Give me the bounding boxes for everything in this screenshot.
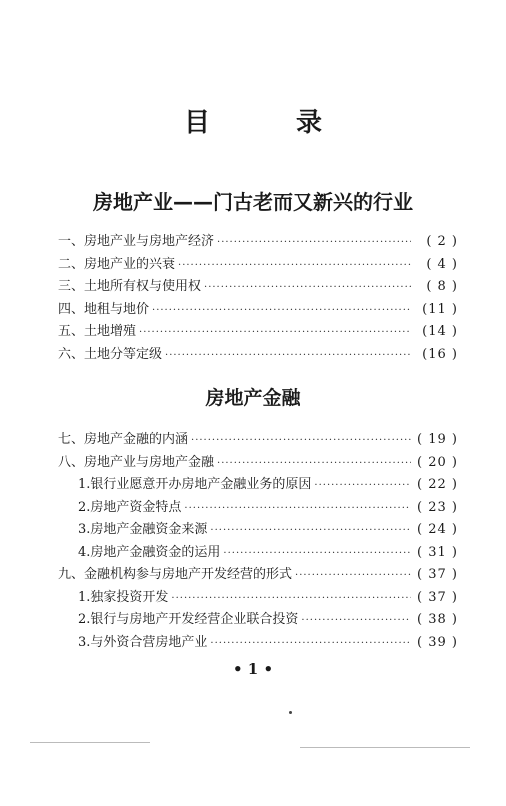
toc-entry-page: ( 19 ) [417, 432, 458, 447]
toc-entry-label: 1.银行业愿意开办房地产金融业务的原因 [78, 477, 312, 492]
toc-entry-page: ( 37 ) [417, 589, 458, 605]
toc-entry-label: 七、房地产金融的内涵 [58, 432, 189, 447]
toc-entry-label: 三、土地所有权与使用权 [58, 279, 202, 294]
toc-entry-label: 四、地租与地价 [58, 301, 150, 317]
toc-entry[interactable] [58, 428, 458, 451]
toc-entry-label: 一、房地产业与房地产经济 [58, 234, 215, 249]
toc-list-section-1 [58, 230, 458, 365]
leader-dots [184, 504, 411, 514]
page-title: 目 录 [183, 108, 352, 138]
toc-entry-page: ( 23 ) [417, 499, 458, 515]
toc-entry-label: 4.房地产金融资金的运用 [78, 544, 221, 560]
toc-subentry[interactable] [58, 631, 458, 654]
leader-dots [217, 459, 411, 469]
toc-entry-page: ( 39 ) [417, 634, 458, 650]
toc-entry-label: 2.银行与房地产开发经营企业联合投资 [78, 612, 299, 627]
toc-entry-page: (14 ) [422, 324, 458, 339]
toc-entry-page: ( 31 ) [417, 544, 458, 560]
leader-dots [139, 328, 411, 338]
leader-dots [178, 261, 411, 271]
toc-entry-page: (16 ) [422, 346, 458, 362]
scan-edge-line [300, 747, 470, 748]
toc-entry-label: 二、房地产业的兴衰 [58, 256, 176, 272]
toc-entry-page: (11 ) [422, 301, 458, 317]
toc-subentry[interactable] [58, 473, 458, 496]
leader-dots [171, 594, 411, 604]
toc-entry[interactable] [58, 275, 458, 298]
toc-entry-page: ( 37 ) [417, 567, 458, 582]
page-number: • 1 • [232, 660, 274, 678]
section-heading-real-estate-finance: 房地产金融 [205, 387, 301, 409]
toc-entry[interactable] [58, 343, 458, 366]
toc-entry[interactable] [58, 298, 458, 321]
scan-speck [289, 711, 292, 714]
leader-dots [223, 549, 411, 559]
toc-entry-label: 六、土地分等定级 [58, 346, 163, 362]
toc-entry[interactable] [58, 320, 458, 343]
toc-entry-page: ( 22 ) [417, 477, 458, 492]
toc-entry-page: ( 8 ) [426, 279, 458, 294]
leader-dots [191, 436, 411, 446]
toc-entry-label: 1.独家投资开发 [78, 589, 169, 605]
toc-entry-label: 3.与外资合营房地产业 [78, 634, 208, 650]
leader-dots [152, 306, 411, 316]
scan-edge-line [30, 742, 150, 743]
toc-entry-label: 3.房地产金融资金来源 [78, 522, 208, 537]
toc-subentry[interactable] [58, 586, 458, 609]
toc-entry-label: 八、房地产业与房地产金融 [58, 454, 215, 470]
toc-entry[interactable] [58, 563, 458, 586]
leader-dots [314, 481, 411, 491]
leader-dots [165, 351, 411, 361]
toc-subentry[interactable] [58, 518, 458, 541]
toc-entry[interactable] [58, 230, 458, 253]
section-heading-real-estate: 房地产业——门古老而又新兴的行业 [93, 190, 413, 214]
toc-entry-page: ( 38 ) [417, 612, 458, 627]
toc-entry-page: ( 4 ) [426, 256, 458, 272]
toc-entry[interactable] [58, 451, 458, 474]
leader-dots [295, 571, 411, 581]
toc-list-section-2 [58, 428, 458, 653]
leader-dots [301, 616, 411, 626]
toc-entry-label: 五、土地增殖 [58, 324, 137, 339]
toc-subentry[interactable] [58, 541, 458, 564]
toc-entry-label: 2.房地产资金特点 [78, 499, 182, 515]
leader-dots [217, 238, 411, 248]
toc-entry-page: ( 24 ) [417, 522, 458, 537]
toc-entry-page: ( 2 ) [426, 234, 458, 249]
leader-dots [210, 639, 411, 649]
toc-entry[interactable] [58, 253, 458, 276]
leader-dots [204, 283, 411, 293]
leader-dots [210, 526, 411, 536]
toc-entry-label: 九、金融机构参与房地产开发经营的形式 [58, 567, 293, 582]
toc-entry-page: ( 20 ) [417, 454, 458, 470]
toc-subentry[interactable] [58, 496, 458, 519]
toc-subentry[interactable] [58, 608, 458, 631]
